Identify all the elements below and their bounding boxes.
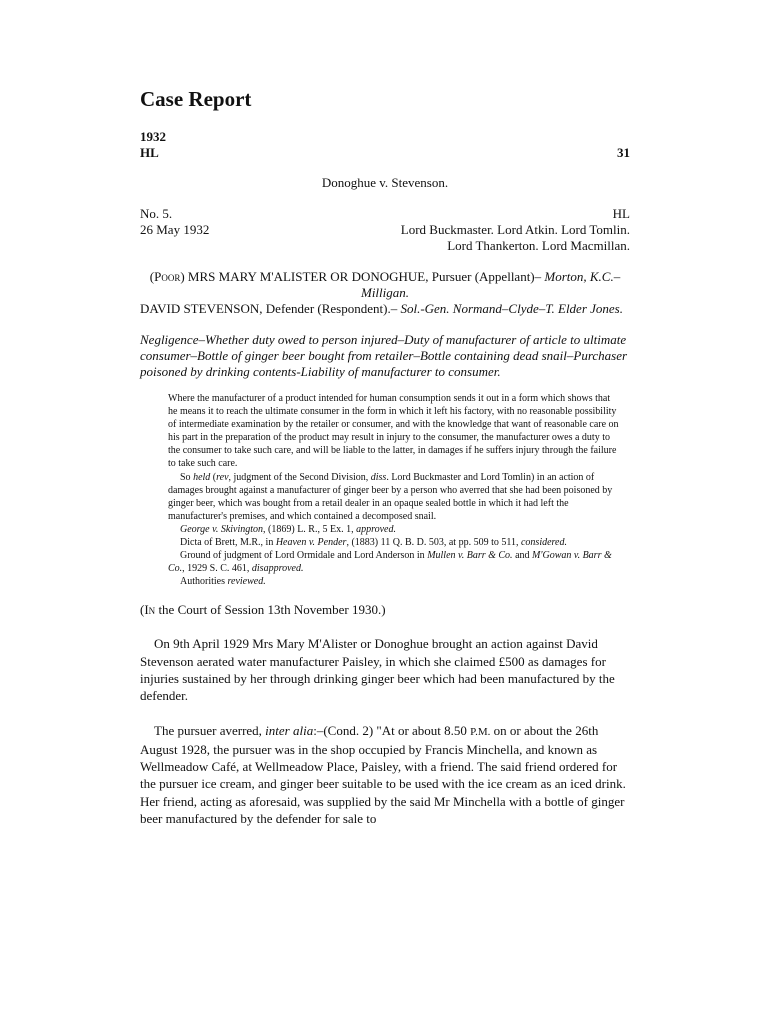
and-text: and <box>512 550 533 562</box>
reviewed-word: reviewed. <box>227 576 266 588</box>
pursuer-text: MRS MARY M'ALISTER OR DONOGHUE, Pursuer (Appellant)– <box>184 269 545 284</box>
headnote: Negligence–Whether duty owed to person injured–Duty of manufacturer of article to ultimate consumer–Bottle of ginger beer bought from retailer–Bottle containing dead snail–Purchaser poisoned by drinking contents-Liability of manufacturer to consumer. <box>140 332 628 379</box>
case-report-page <box>140 86 630 827</box>
paren-open: ( <box>210 471 217 483</box>
defender-counsel: Sol.-Gen. Normand–Clyde–T. Elder Jones. <box>400 301 623 316</box>
pursuer-counsel: Morton, K.C.–Milligan. <box>360 269 621 300</box>
case-meta-right <box>401 206 630 254</box>
mgowan-cite: , 1929 S. C. 461, <box>182 563 252 575</box>
held-word: held <box>193 471 211 483</box>
page-number: 31 <box>617 145 630 160</box>
case-meta-left <box>140 206 209 254</box>
pursuer-paren-open: ( <box>149 269 155 284</box>
considered-word: considered. <box>520 537 567 549</box>
holding-george <box>168 523 620 536</box>
case-meta <box>140 206 630 254</box>
mullen-case: Mullen v. Barr & Co. <box>427 550 513 562</box>
defender-text: DAVID STEVENSON, Defender (Respondent).– <box>140 301 401 316</box>
george-cite: , (1869) L. R., 5 Ex. 1, <box>263 523 357 535</box>
body-paragraph-1 <box>140 635 630 704</box>
body-paragraph-1-text: On 9th April 1929 Mrs Mary M'Alister or Donoghue brought an action against David Stevenson aerated water manufacturer Paisley, in which she claimed £500 as damages for injuries sustained by her through drinking ginger beer which had been manufactured by the defender. <box>140 636 615 704</box>
so-prefix: So <box>180 471 194 483</box>
heaven-case: Heaven v. Pender <box>275 537 347 549</box>
court-paren-open: ( <box>140 602 145 618</box>
court-abbrev: HL <box>140 145 159 160</box>
dissent-text: . Lord Buckmaster and Lord Tomlin) in an action of damages brought against a manufacturer of ginger beer by a person who averred that she had been poisoned by ginger beer, which was bought from a retail dealer in an opaque sealed bottle in which it had left the manufacturer's premises, and which contained a decomposed snail. <box>168 471 613 522</box>
holding-principle: Where the manufacturer of a product intended for human consumption sends it out in a form which shows that he means it to reach the ultimate consumer in the form in which it left his factory, with no reasonable possibility of intermediate examination by the retailer or consumer, and with the knowledge that want of reasonable care on his part in the preparation of the product may result in injury to the consumer, the manufacturer owes a duty to the consumer to take such care, and will be liable to the latter, in damages if he suffers injury through the failure to take such care. <box>168 393 619 470</box>
judges-line-2: Lord Thankerton. Lord Macmillan. <box>447 238 630 253</box>
inter-alia: inter alia <box>265 722 314 738</box>
defender-line <box>140 301 630 317</box>
holding-authorities <box>168 575 620 588</box>
para2-a: :–(Cond. 2) "At or about 8.50 <box>313 722 471 738</box>
authorities-prefix: Authorities <box>180 576 228 588</box>
judgment-text: , judgment of the Second Division, <box>228 471 371 483</box>
rev-word: rev <box>216 471 229 483</box>
page-title: Case Report <box>140 87 252 111</box>
pursuer-paren-close: ) <box>180 269 185 284</box>
judges-line-1: Lord Buckmaster. Lord Atkin. Lord Tomlin. <box>400 222 630 237</box>
case-number: No. 5. <box>140 206 173 221</box>
court-page-row <box>140 145 630 161</box>
pursuer-line <box>140 269 630 301</box>
heaven-cite: , (1883) 11 Q. B. D. 503, at pp. 509 to 511, <box>346 537 521 549</box>
body-paragraph-2 <box>140 722 630 828</box>
approved-word: approved. <box>356 523 396 535</box>
parties <box>140 269 630 317</box>
report-year: 1932 <box>140 129 166 144</box>
diss-word: diss <box>370 471 387 483</box>
pm-label: P.M. <box>470 725 491 738</box>
case-name: Donoghue v. Stevenson. <box>321 175 449 190</box>
court-session-note <box>140 602 630 618</box>
body-paragraph-2-text <box>140 722 630 828</box>
disapproved-word: disapproved. <box>251 563 304 575</box>
holding-dicta <box>168 536 620 549</box>
poor-label: Poor <box>154 269 181 284</box>
case-date: 26 May 1932 <box>140 222 210 237</box>
holding-summary <box>168 392 620 588</box>
holding-so-held <box>168 471 620 523</box>
holding-ground <box>168 549 620 575</box>
dicta-prefix: Dicta of Brett, M.R., in <box>180 537 276 549</box>
george-case: George v. Skivington <box>180 523 264 535</box>
para2-b: on or about the 26th August 1928, the pursuer was in the shop occupied by Francis Minchella, and known as Wellmeadow Café, at Wellmeadow Place, Paisley, with a friend. The said friend ordered for the pursuer ice cream, and ginger beer suitable to be used with the ice cream as an iced drink. Her friend, acting as aforesaid, was supplied by the said Mr Minchella with a bottle of ginger beer manufactured by the defender for sale to <box>140 722 626 827</box>
court-session-text: the Court of Session 13th November 1930.) <box>155 602 386 618</box>
para2-prefix: The pursuer averred, <box>154 722 266 738</box>
court-right: HL <box>612 206 630 221</box>
ground-prefix: Ground of judgment of Lord Ormidale and Lord Anderson in <box>180 550 428 562</box>
court-in-label: In <box>144 602 156 618</box>
mgowan-case: M'Gowan v. Barr & Co. <box>168 550 612 575</box>
